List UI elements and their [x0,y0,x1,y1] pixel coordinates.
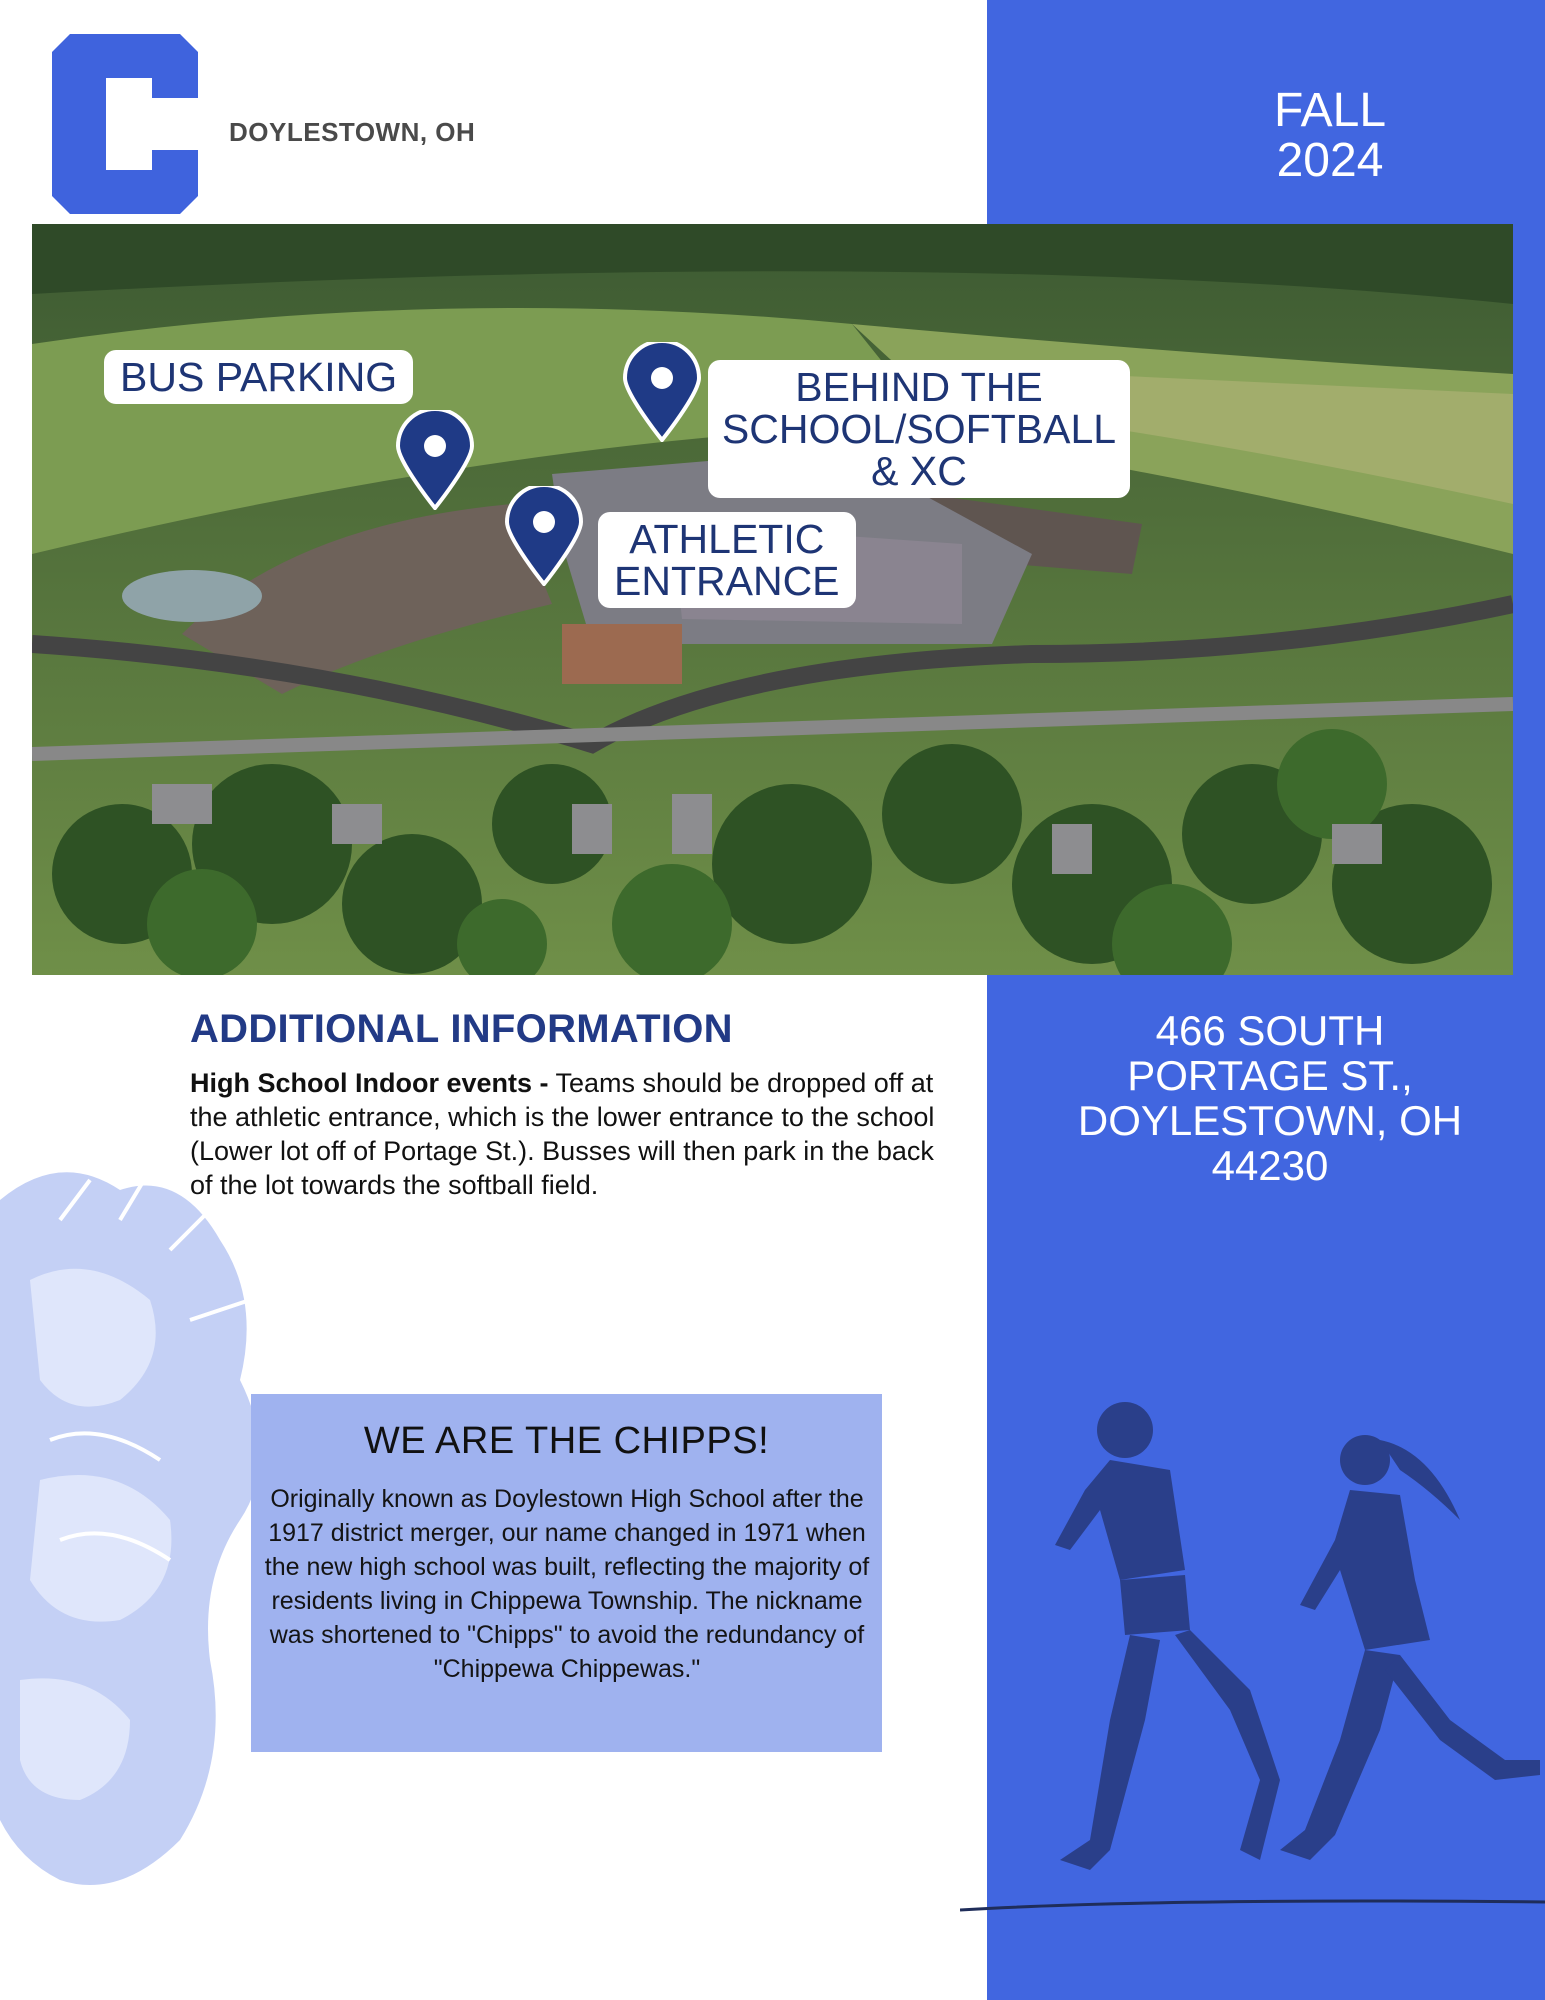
chipps-heading: WE ARE THE CHIPPS! [363,1420,770,1462]
school-address: 466 SOUTH PORTAGE ST., DOYLESTOWN, OH 44230 [1077,1007,1463,1189]
additional-info-heading: ADDITIONAL INFORMATION [190,1007,733,1051]
runners-illustration-icon [960,1380,1545,1920]
behind-school-label: BEHIND THE SCHOOL/SOFTBALL & XC [708,360,1130,498]
additional-info-lead: High School Indoor events - [190,1068,549,1098]
bus-parking-pin-icon [396,410,474,510]
softball-xc-pin-icon [623,342,701,442]
season-line-2: 2024 [1276,134,1384,187]
city-label: DOYLESTOWN, OH [229,117,476,147]
additional-info-body [190,1066,950,1202]
additional-info-text: Teams should be dropped off at the athletic entrance, which is the lower entrance to the school (Lower lot off of Portage St.). Busses will then park in the back of the lot towards the softball field. [190,1068,935,1200]
athletic-entrance-pin-icon [505,486,583,586]
c-logo [52,34,198,214]
season-text [1180,86,1480,186]
chipps-description: Originally known as Doylestown High School after the 1917 district merger, our name changed in 1971 when the new high school was built, reflecting the majority of residents living in Chippewa Township. The nickname was shortened to "Chipps" to avoid the redundancy of "Chippewa Chippewas." [264,1485,870,1683]
season-line-1: FALL [1273,84,1387,137]
bus-parking-label: BUS PARKING [104,350,413,404]
athletic-entrance-label: ATHLETIC ENTRANCE [598,512,856,608]
